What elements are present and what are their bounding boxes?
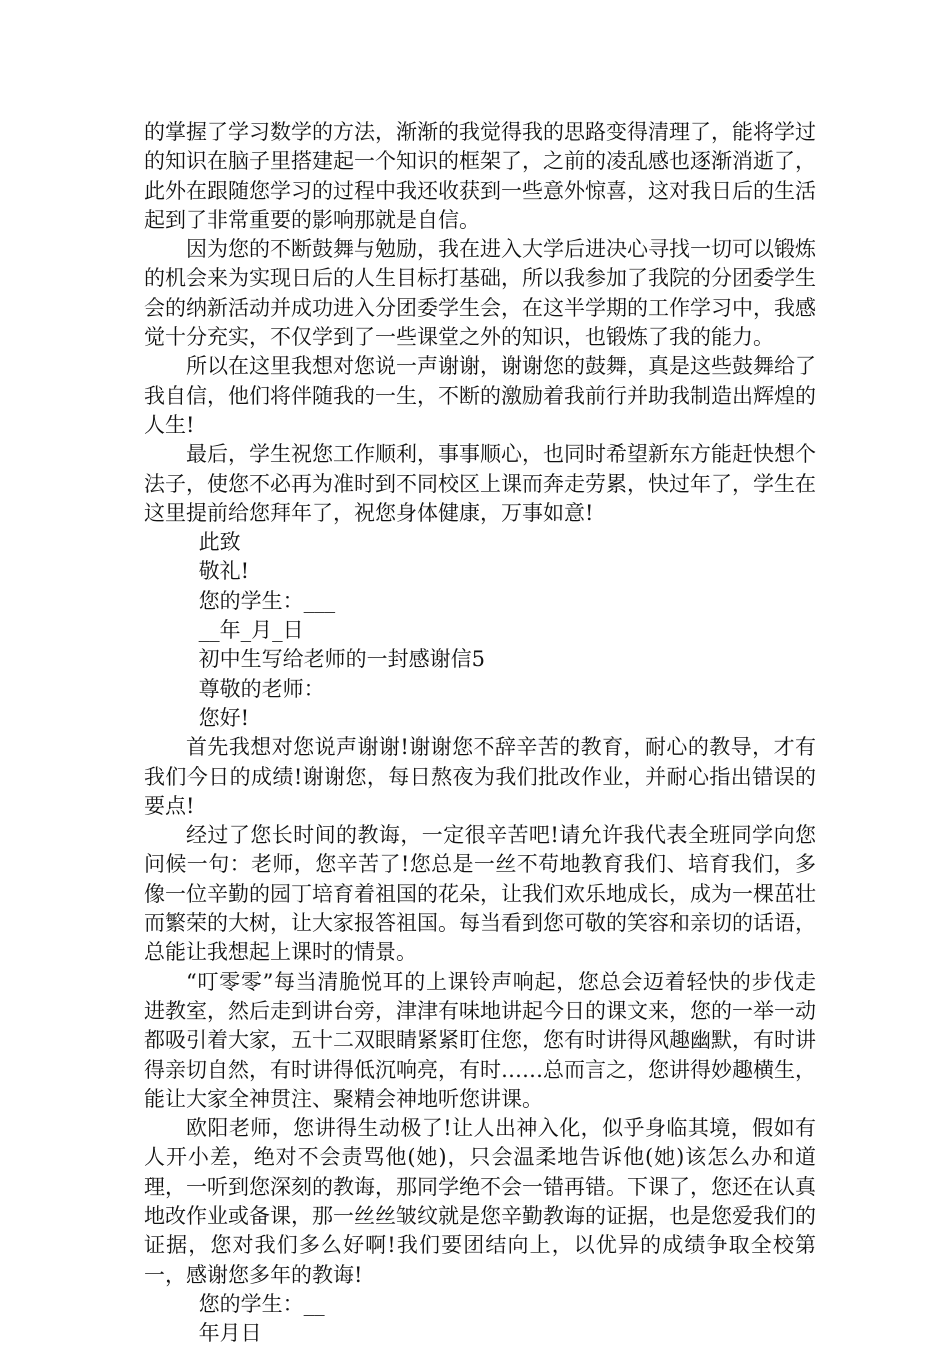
- signature-line: 您的学生：___: [198, 588, 336, 613]
- closing-line: 此致: [198, 530, 241, 555]
- closing-salute: 敬礼!: [198, 559, 250, 584]
- paragraph: “叮零零”每当清脆悦耳的上课铃声响起，您总会迈着轻快的步伐走进教室，然后走到讲台旁，津津有味地讲起今日的课文来，您的一举一动都吸引着大家，五十二双眼睛紧紧盯住您，您有时讲得风趣幽默，有时讲得亲切自然，有时讲得低沉响亮，有时……总而言之，您讲得妙趣横生，能让大家全神贯注、聚精会神地听您讲课。: [144, 969, 816, 1111]
- date-line: 年月日: [198, 1321, 262, 1346]
- greeting: 您好!: [198, 705, 250, 730]
- paragraph: 因为您的不断鼓舞与勉励，我在进入大学后进决心寻找一切可以锻炼的机会来为实现日后的人生目标打基础，所以我参加了我院的分团委学生会的纳新活动并成功进入分团委学生会，在这半学期的工作学习中，我感觉十分充实，不仅学到了一些课堂之外的知识，也锻炼了我的能力。: [144, 237, 816, 350]
- salutation: 尊敬的老师：: [198, 676, 325, 701]
- paragraph: 最后，学生祝您工作顺利，事事顺心，也同时希望新东方能赶快想个法子，使您不必再为准时到不同校区上课而奔走劳累，快过年了，学生在这里提前给您拜年了，祝您身体健康，万事如意!: [144, 442, 816, 525]
- paragraph: 所以在这里我想对您说一声谢谢，谢谢您的鼓舞，真是这些鼓舞给了我自信，他们将伴随我的一生，不断的激励着我前行并助我制造出辉煌的人生!: [144, 354, 816, 437]
- paragraph: 首先我想对您说声谢谢!谢谢您不辞辛苦的教育，耐心的教导，才有我们今日的成绩!谢谢您，每日熬夜为我们批改作业，并耐心指出错误的要点!: [144, 735, 816, 818]
- signature-line: 您的学生：__: [198, 1291, 325, 1316]
- document-page: [144, 118, 816, 1348]
- letter-title: 初中生写给老师的一封感谢信5: [198, 647, 485, 672]
- paragraph: 的掌握了学习数学的方法，渐渐的我觉得我的思路变得清理了，能将学过的知识在脑子里搭建起一个知识的框架了，之前的凌乱感也逐渐消逝了，此外在跟随您学习的过程中我还收获到一些意外惊喜，这对我日后的生活起到了非常重要的影响那就是自信。: [144, 120, 816, 232]
- paragraph: 欧阳老师，您讲得生动极了!让人出神入化，似乎身临其境，假如有人开小差，绝对不会责骂他(她)，只会温柔地告诉他(她)该怎么办和道理，一听到您深刻的教诲，那同学绝不会一错再错。下课了，您还在认真地改作业或备课，那一丝丝皱纹就是您辛勤教诲的证据，也是您爱我们的证据，您对我们多么好啊!我们要团结向上，以优异的成绩争取全校第一，感谢您多年的教诲!: [144, 1116, 816, 1287]
- date-line: __年_月_日: [198, 618, 304, 643]
- paragraph: 经过了您长时间的教诲，一定很辛苦吧!请允许我代表全班同学向您问候一句：老师，您辛苦了!您总是一丝不苟地教育我们、培育我们，多像一位辛勤的园丁培育着祖国的花朵，让我们欢乐地成长，成为一棵茁壮而繁荣的大树，让大家报答祖国。每当看到您可敬的笑容和亲切的话语，总能让我想起上课时的情景。: [144, 823, 816, 965]
